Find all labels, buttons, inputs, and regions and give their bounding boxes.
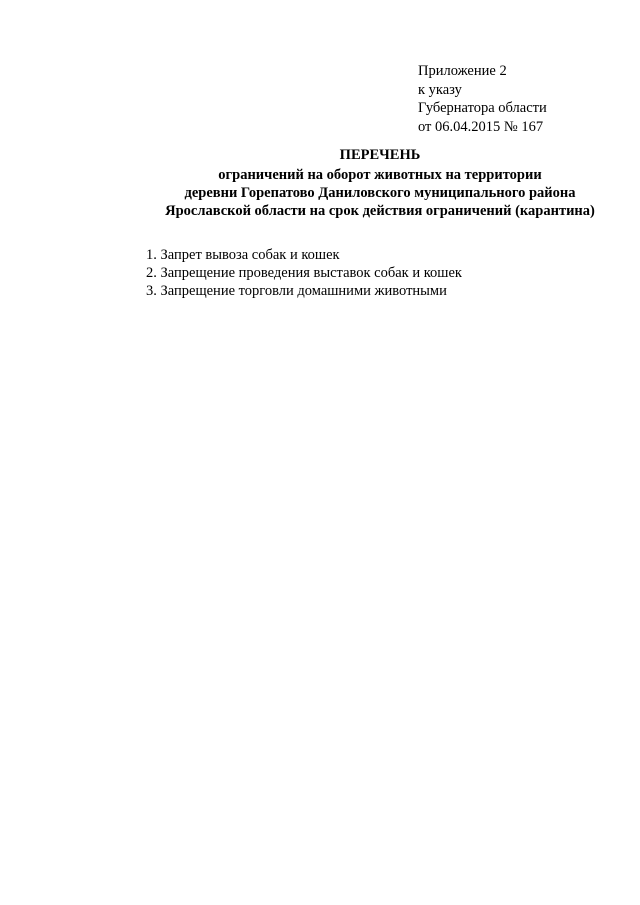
- heading-line: Ярославской области на срок действия ограничений (карантина): [165, 203, 595, 219]
- appendix-line: от 06.04.2015 № 167: [418, 118, 544, 135]
- appendix-line: к указу: [418, 81, 462, 98]
- heading-line: деревни Горепатово Даниловского муниципального района: [184, 185, 576, 201]
- restrictions-list: [146, 246, 462, 300]
- list-item: 2. Запрещение проведения выставок собак и кошек: [146, 265, 462, 281]
- appendix-line: Приложение 2: [418, 63, 507, 79]
- appendix-block: [418, 62, 547, 136]
- list-item: 1. Запрет вывоза собак и кошек: [146, 247, 340, 263]
- document-heading: [120, 146, 640, 220]
- list-item: 3. Запрещение торговли домашними животными: [146, 283, 447, 299]
- document-title: ПЕРЕЧЕНЬ: [339, 147, 421, 163]
- appendix-line: Губернатора области: [418, 100, 547, 116]
- heading-line: ограничений на оборот животных на территории: [218, 167, 542, 183]
